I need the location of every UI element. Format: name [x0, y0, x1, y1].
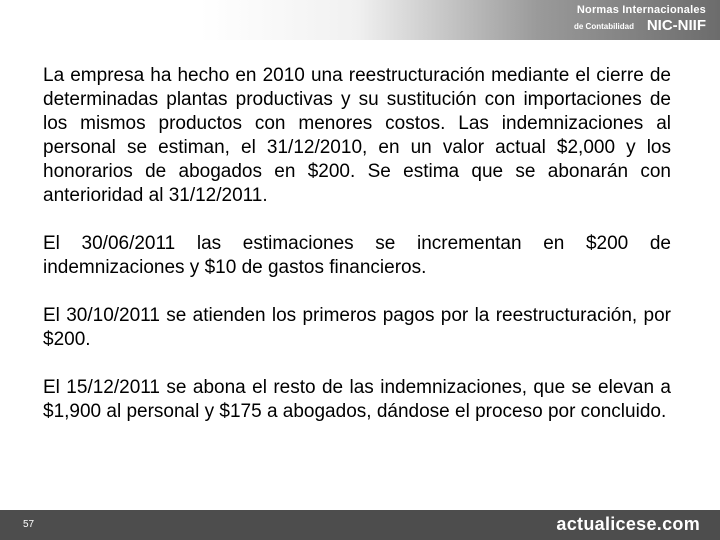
logo-line-contabilidad: de Contabilidad	[574, 22, 634, 31]
paragraph-pago-final: El 15/12/2011 se abona el resto de las indemnizaciones, que se elevan a $1,900 al personal y $175 a abogados, dándose el proceso por concluido.	[43, 377, 671, 422]
slide-body	[43, 64, 671, 448]
paragraph-reestructuracion: La empresa ha hecho en 2010 una reestructuración mediante el cierre de determinadas plantas productivas y su sustitución con importaciones de los mismos productos con menores costos. Las indemnizaciones al personal se estiman, el 31/12/2010, en un valor actual $2,000 y los honorarios de abogados en $200. Se estima que se abonarán con anterioridad al 31/12/2011.	[43, 65, 671, 206]
nic-niif-logo	[556, 4, 706, 36]
header-banner	[200, 0, 720, 40]
footer-bar	[0, 510, 720, 540]
paragraph-estimaciones: El 30/06/2011 las estimaciones se incrementan en $200 de indemnizaciones y $10 de gastos financieros.	[43, 233, 671, 278]
paragraph-primeros-pagos: El 30/10/2011 se atienden los primeros pagos por la reestructuración, por $200.	[43, 305, 671, 350]
logo-line-nic-niif: NIC-NIIF	[646, 17, 706, 34]
actualicese-logo: actualicese.com	[556, 514, 700, 534]
page-number: 57	[23, 519, 35, 530]
logo-line-normas: Normas Internacionales	[576, 4, 706, 16]
